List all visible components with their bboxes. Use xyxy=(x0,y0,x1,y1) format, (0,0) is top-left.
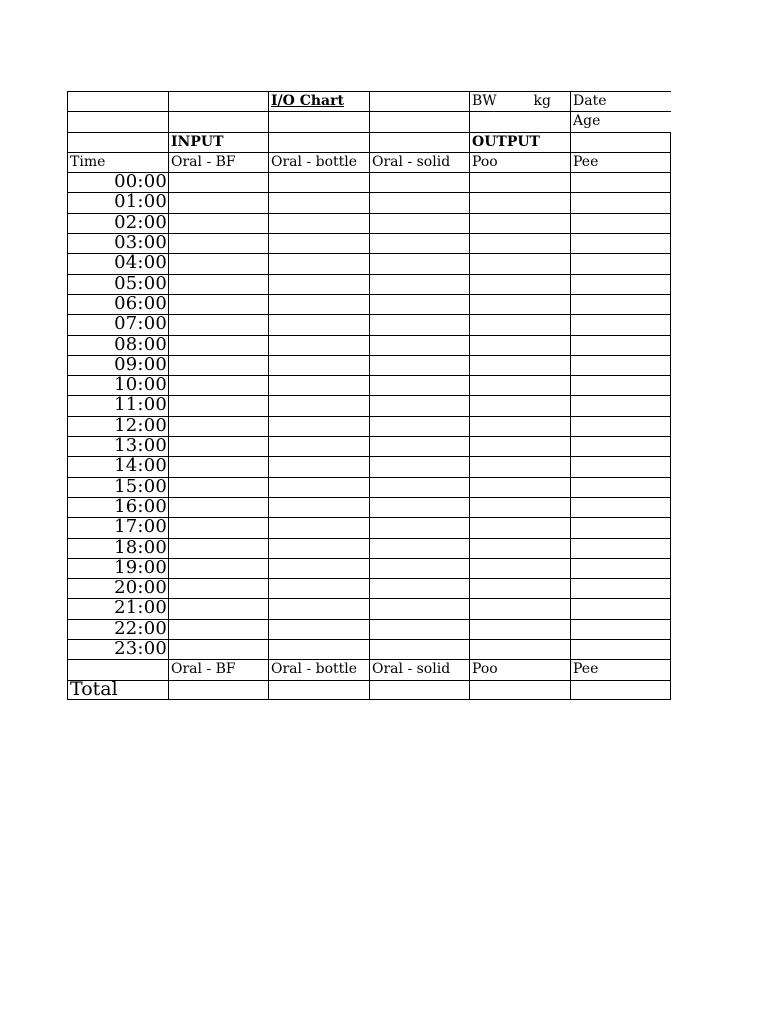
oral-bottle-cell[interactable] xyxy=(268,639,369,659)
oral-solid-cell[interactable] xyxy=(369,395,469,415)
hour-row xyxy=(67,335,671,355)
poo-cell[interactable] xyxy=(469,456,570,476)
empty-cell[interactable] xyxy=(369,132,469,152)
pee-cell[interactable] xyxy=(570,619,671,639)
poo-cell[interactable] xyxy=(469,233,570,253)
oral-bf-cell[interactable] xyxy=(168,578,268,598)
hour-row xyxy=(67,598,671,618)
hour-row xyxy=(67,274,671,294)
pee-cell[interactable] xyxy=(570,274,671,294)
total-label: Total xyxy=(67,680,168,700)
time-cell: 06:00 xyxy=(67,294,168,314)
poo-cell[interactable] xyxy=(469,416,570,436)
time-cell: 01:00 xyxy=(67,192,168,212)
time-cell: 04:00 xyxy=(67,253,168,273)
age-row xyxy=(67,111,671,131)
pee-cell[interactable] xyxy=(570,517,671,537)
oral-bf-cell[interactable] xyxy=(168,213,268,233)
oral-solid-cell[interactable] xyxy=(369,375,469,395)
bw-cell[interactable] xyxy=(469,91,570,111)
footer-header-row xyxy=(67,659,671,679)
empty-cell[interactable] xyxy=(67,111,168,131)
hour-row xyxy=(67,213,671,233)
hour-row xyxy=(67,497,671,517)
hour-row xyxy=(67,355,671,375)
oral-bf-cell[interactable] xyxy=(168,335,268,355)
pee-cell[interactable] xyxy=(570,477,671,497)
time-cell: 21:00 xyxy=(67,598,168,618)
empty-cell[interactable] xyxy=(570,132,671,152)
oral-bottle-cell[interactable] xyxy=(268,497,369,517)
time-cell: 23:00 xyxy=(67,639,168,659)
empty-cell[interactable] xyxy=(67,91,168,111)
oral-bottle-cell[interactable] xyxy=(268,598,369,618)
oral-bf-cell[interactable] xyxy=(168,375,268,395)
poo-cell[interactable] xyxy=(469,517,570,537)
footer-oral-bf-label: Oral - BF xyxy=(168,659,268,679)
time-column-header: Time xyxy=(67,152,168,172)
time-cell: 00:00 xyxy=(67,172,168,192)
poo-cell[interactable] xyxy=(469,172,570,192)
empty-cell[interactable] xyxy=(268,132,369,152)
oral-bottle-cell[interactable] xyxy=(268,477,369,497)
pee-cell[interactable] xyxy=(570,578,671,598)
oral-solid-cell[interactable] xyxy=(369,213,469,233)
oral-bottle-cell[interactable] xyxy=(268,538,369,558)
time-cell: 09:00 xyxy=(67,355,168,375)
time-cell: 08:00 xyxy=(67,335,168,355)
time-cell: 05:00 xyxy=(67,274,168,294)
oral-solid-cell[interactable] xyxy=(369,172,469,192)
oral-bf-cell[interactable] xyxy=(168,538,268,558)
hour-row xyxy=(67,192,671,212)
pee-cell[interactable] xyxy=(570,639,671,659)
poo-cell[interactable] xyxy=(469,598,570,618)
total-poo-cell[interactable] xyxy=(469,680,570,700)
total-oral-solid-cell[interactable] xyxy=(369,680,469,700)
oral-bottle-cell[interactable] xyxy=(268,172,369,192)
hour-row xyxy=(67,538,671,558)
oral-solid-cell[interactable] xyxy=(369,294,469,314)
poo-cell[interactable] xyxy=(469,395,570,415)
pee-cell[interactable] xyxy=(570,598,671,618)
hour-row xyxy=(67,253,671,273)
input-group-label: INPUT xyxy=(168,132,268,152)
time-cell: 17:00 xyxy=(67,517,168,537)
poo-cell[interactable] xyxy=(469,213,570,233)
chart-title: I/O Chart xyxy=(268,91,369,111)
oral-bottle-cell[interactable] xyxy=(268,436,369,456)
pee-cell[interactable] xyxy=(570,558,671,578)
column-header-row xyxy=(67,152,671,172)
pee-column-header: Pee xyxy=(570,152,671,172)
hour-row xyxy=(67,416,671,436)
time-cell: 07:00 xyxy=(67,314,168,334)
pee-cell[interactable] xyxy=(570,375,671,395)
poo-cell[interactable] xyxy=(469,253,570,273)
hour-row xyxy=(67,172,671,192)
poo-cell[interactable] xyxy=(469,477,570,497)
total-row xyxy=(67,680,671,700)
pee-cell[interactable] xyxy=(570,355,671,375)
oral-solid-cell[interactable] xyxy=(369,274,469,294)
oral-solid-cell[interactable] xyxy=(369,517,469,537)
footer-pee-label: Pee xyxy=(570,659,671,679)
oral-solid-cell[interactable] xyxy=(369,355,469,375)
pee-cell[interactable] xyxy=(570,314,671,334)
poo-cell[interactable] xyxy=(469,192,570,212)
oral-bf-cell[interactable] xyxy=(168,172,268,192)
oral-bf-cell[interactable] xyxy=(168,456,268,476)
pee-cell[interactable] xyxy=(570,233,671,253)
oral-bottle-cell[interactable] xyxy=(268,395,369,415)
time-cell: 13:00 xyxy=(67,436,168,456)
total-oral-bottle-cell[interactable] xyxy=(268,680,369,700)
oral-solid-column-header: Oral - solid xyxy=(369,152,469,172)
oral-bf-cell[interactable] xyxy=(168,619,268,639)
oral-bf-cell[interactable] xyxy=(168,233,268,253)
empty-cell[interactable] xyxy=(67,132,168,152)
oral-bottle-cell[interactable] xyxy=(268,294,369,314)
empty-cell[interactable] xyxy=(469,111,570,131)
oral-bottle-cell[interactable] xyxy=(268,517,369,537)
pee-cell[interactable] xyxy=(570,456,671,476)
oral-bottle-column-header: Oral - bottle xyxy=(268,152,369,172)
oral-solid-cell[interactable] xyxy=(369,558,469,578)
empty-cell[interactable] xyxy=(369,91,469,111)
pee-cell[interactable] xyxy=(570,497,671,517)
poo-cell[interactable] xyxy=(469,578,570,598)
oral-bf-column-header: Oral - BF xyxy=(168,152,268,172)
oral-solid-cell[interactable] xyxy=(369,578,469,598)
pee-cell[interactable] xyxy=(570,213,671,233)
oral-solid-cell[interactable] xyxy=(369,497,469,517)
oral-solid-cell[interactable] xyxy=(369,639,469,659)
oral-solid-cell[interactable] xyxy=(369,477,469,497)
oral-bottle-cell[interactable] xyxy=(268,192,369,212)
oral-bottle-cell[interactable] xyxy=(268,233,369,253)
time-cell: 03:00 xyxy=(67,233,168,253)
oral-bf-cell[interactable] xyxy=(168,416,268,436)
time-cell: 11:00 xyxy=(67,395,168,415)
pee-cell[interactable] xyxy=(570,395,671,415)
hour-row xyxy=(67,294,671,314)
pee-cell[interactable] xyxy=(570,335,671,355)
hour-row xyxy=(67,233,671,253)
poo-cell[interactable] xyxy=(469,314,570,334)
footer-oral-bottle-label: Oral - bottle xyxy=(268,659,369,679)
bw-unit: kg xyxy=(533,93,551,109)
time-cell: 18:00 xyxy=(67,538,168,558)
oral-bf-cell[interactable] xyxy=(168,294,268,314)
empty-cell[interactable] xyxy=(67,659,168,679)
hour-row xyxy=(67,517,671,537)
poo-cell[interactable] xyxy=(469,294,570,314)
total-pee-cell[interactable] xyxy=(570,680,671,700)
oral-bf-cell[interactable] xyxy=(168,598,268,618)
hour-row xyxy=(67,436,671,456)
time-cell: 02:00 xyxy=(67,213,168,233)
oral-bottle-cell[interactable] xyxy=(268,416,369,436)
oral-solid-cell[interactable] xyxy=(369,192,469,212)
oral-bf-cell[interactable] xyxy=(168,436,268,456)
hourly-rows xyxy=(67,172,671,659)
oral-bf-cell[interactable] xyxy=(168,355,268,375)
oral-solid-cell[interactable] xyxy=(369,335,469,355)
pee-cell[interactable] xyxy=(570,294,671,314)
oral-bottle-cell[interactable] xyxy=(268,619,369,639)
hour-row xyxy=(67,639,671,659)
time-cell: 12:00 xyxy=(67,416,168,436)
oral-bf-cell[interactable] xyxy=(168,395,268,415)
oral-bottle-cell[interactable] xyxy=(268,456,369,476)
oral-solid-cell[interactable] xyxy=(369,314,469,334)
oral-bf-cell[interactable] xyxy=(168,517,268,537)
empty-cell[interactable] xyxy=(168,91,268,111)
oral-bottle-cell[interactable] xyxy=(268,578,369,598)
oral-bf-cell[interactable] xyxy=(168,477,268,497)
hour-row xyxy=(67,578,671,598)
oral-solid-cell[interactable] xyxy=(369,619,469,639)
pee-cell[interactable] xyxy=(570,253,671,273)
oral-solid-cell[interactable] xyxy=(369,598,469,618)
hour-row xyxy=(67,456,671,476)
poo-cell[interactable] xyxy=(469,274,570,294)
poo-cell[interactable] xyxy=(469,355,570,375)
oral-bottle-cell[interactable] xyxy=(268,375,369,395)
time-cell: 10:00 xyxy=(67,375,168,395)
oral-bf-cell[interactable] xyxy=(168,192,268,212)
bw-label: BW xyxy=(472,93,497,109)
empty-cell[interactable] xyxy=(168,111,268,131)
empty-cell[interactable] xyxy=(369,111,469,131)
footer-oral-solid-label: Oral - solid xyxy=(369,659,469,679)
poo-column-header: Poo xyxy=(469,152,570,172)
oral-bottle-cell[interactable] xyxy=(268,314,369,334)
time-cell: 15:00 xyxy=(67,477,168,497)
oral-solid-cell[interactable] xyxy=(369,416,469,436)
oral-bf-cell[interactable] xyxy=(168,497,268,517)
group-row xyxy=(67,132,671,152)
total-oral-bf-cell[interactable] xyxy=(168,680,268,700)
oral-bf-cell[interactable] xyxy=(168,274,268,294)
hour-row xyxy=(67,558,671,578)
oral-bottle-cell[interactable] xyxy=(268,274,369,294)
io-chart-sheet xyxy=(67,91,671,700)
oral-bf-cell[interactable] xyxy=(168,314,268,334)
oral-bottle-cell[interactable] xyxy=(268,335,369,355)
footer-poo-label: Poo xyxy=(469,659,570,679)
empty-cell[interactable] xyxy=(268,111,369,131)
title-row xyxy=(67,91,671,111)
time-cell: 20:00 xyxy=(67,578,168,598)
hour-row xyxy=(67,477,671,497)
oral-bottle-cell[interactable] xyxy=(268,213,369,233)
hour-row xyxy=(67,314,671,334)
poo-cell[interactable] xyxy=(469,558,570,578)
time-cell: 14:00 xyxy=(67,456,168,476)
pee-cell[interactable] xyxy=(570,192,671,212)
poo-cell[interactable] xyxy=(469,619,570,639)
oral-bottle-cell[interactable] xyxy=(268,355,369,375)
poo-cell[interactable] xyxy=(469,497,570,517)
oral-bf-cell[interactable] xyxy=(168,558,268,578)
oral-solid-cell[interactable] xyxy=(369,456,469,476)
hour-row xyxy=(67,395,671,415)
poo-cell[interactable] xyxy=(469,375,570,395)
time-cell: 22:00 xyxy=(67,619,168,639)
oral-solid-cell[interactable] xyxy=(369,233,469,253)
oral-solid-cell[interactable] xyxy=(369,436,469,456)
age-label[interactable]: Age xyxy=(570,111,671,131)
time-cell: 16:00 xyxy=(67,497,168,517)
oral-bf-cell[interactable] xyxy=(168,253,268,273)
pee-cell[interactable] xyxy=(570,436,671,456)
pee-cell[interactable] xyxy=(570,538,671,558)
output-group-label: OUTPUT xyxy=(469,132,570,152)
hour-row xyxy=(67,375,671,395)
oral-bf-cell[interactable] xyxy=(168,639,268,659)
pee-cell[interactable] xyxy=(570,416,671,436)
hour-row xyxy=(67,619,671,639)
poo-cell[interactable] xyxy=(469,436,570,456)
oral-solid-cell[interactable] xyxy=(369,253,469,273)
oral-bottle-cell[interactable] xyxy=(268,558,369,578)
poo-cell[interactable] xyxy=(469,335,570,355)
pee-cell[interactable] xyxy=(570,172,671,192)
date-label[interactable]: Date xyxy=(570,91,671,111)
oral-solid-cell[interactable] xyxy=(369,538,469,558)
oral-bottle-cell[interactable] xyxy=(268,253,369,273)
time-cell: 19:00 xyxy=(67,558,168,578)
poo-cell[interactable] xyxy=(469,538,570,558)
poo-cell[interactable] xyxy=(469,639,570,659)
